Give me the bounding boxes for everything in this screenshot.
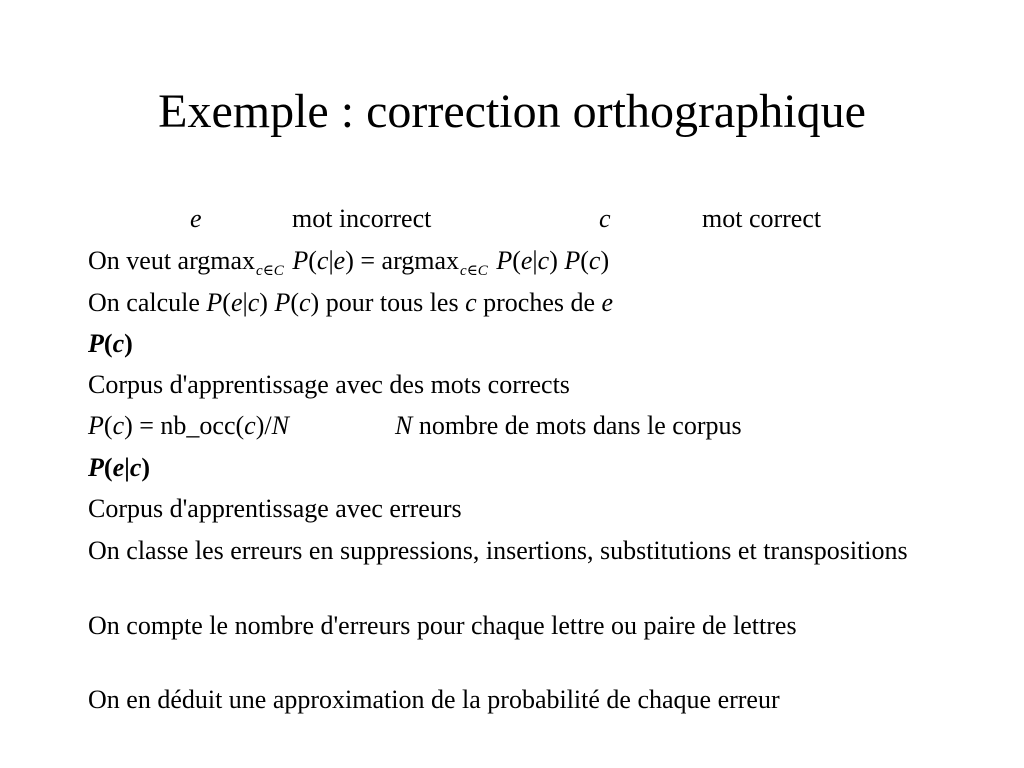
paren: ): [600, 246, 610, 275]
paren: ): [259, 288, 275, 317]
heading-pc: [88, 327, 133, 360]
formula-note-text: nombre de mots dans le corpus: [412, 411, 742, 440]
var: c: [129, 453, 142, 482]
bar: |: [532, 246, 538, 275]
paren: (: [580, 246, 589, 275]
argmax-equals: ) = argmax: [345, 246, 460, 275]
paren: ): [124, 329, 133, 358]
var: c: [247, 288, 260, 317]
slide-title: Exemple : correction orthographique: [158, 85, 866, 138]
var: c: [299, 288, 311, 317]
var: e: [520, 246, 533, 275]
calcule-text: proches de: [476, 288, 602, 317]
line-calcule: [88, 286, 613, 319]
argmax-subscript-2: c∈C: [460, 263, 488, 279]
paren: (: [103, 453, 113, 482]
prob-symbol: P: [564, 246, 581, 275]
var: c: [537, 246, 550, 275]
calcule-text: ) pour tous les: [310, 288, 466, 317]
legend-c-label: mot correct: [702, 204, 822, 233]
prob-symbol: P: [292, 246, 309, 275]
prob-symbol: P: [206, 288, 223, 317]
paren: (: [290, 288, 299, 317]
var: e: [230, 288, 243, 317]
legend-e-symbol: e: [190, 204, 202, 233]
calcule-prefix: On calcule: [88, 288, 207, 317]
line-formula: [88, 409, 289, 442]
prob-symbol: P: [496, 246, 513, 275]
legend-e-label: mot incorrect: [292, 204, 432, 233]
paren: ): [141, 453, 151, 482]
paren: (: [308, 246, 317, 275]
var: c: [112, 411, 125, 440]
argmax-prefix: On veut argmax: [88, 246, 256, 275]
line-corpus-correct: Corpus d'apprentissage avec des mots corrects: [88, 370, 570, 399]
var: c: [316, 246, 329, 275]
var: e: [112, 453, 125, 482]
line-argmax: [88, 244, 609, 282]
paren: ): [549, 246, 565, 275]
line-deduit: On en déduit une approximation de la probabilité de chaque erreur: [88, 685, 780, 714]
prob-symbol: P: [274, 288, 291, 317]
paren: (: [103, 329, 113, 358]
line-compte: On compte le nombre d'erreurs pour chaque lettre ou paire de lettres: [88, 611, 797, 640]
bar: |: [242, 288, 248, 317]
paren: (: [103, 411, 113, 440]
bar: |: [328, 246, 334, 275]
prob-symbol: P: [88, 453, 104, 482]
paren: (: [512, 246, 521, 275]
formula-text: )/: [255, 411, 272, 440]
var: N: [271, 411, 289, 440]
heading-pec: [88, 451, 150, 484]
var: c: [244, 411, 256, 440]
formula-text: ) = nb_occ(: [124, 411, 245, 440]
line-classe: On classe les erreurs en suppressions, insertions, substitutions et transpositions: [88, 536, 908, 565]
prob-symbol: P: [88, 329, 104, 358]
bar: |: [124, 453, 130, 482]
line-formula-note: [395, 409, 742, 442]
var: N: [395, 411, 413, 440]
legend-c-symbol: c: [599, 204, 611, 233]
line-corpus-errors: Corpus d'apprentissage avec erreurs: [88, 494, 462, 523]
prob-symbol: P: [88, 411, 104, 440]
paren: (: [222, 288, 231, 317]
argmax-subscript-1: c∈C: [256, 263, 284, 279]
var: e: [601, 288, 614, 317]
var: c: [465, 288, 477, 317]
var: e: [333, 246, 346, 275]
var: c: [588, 246, 601, 275]
var: c: [112, 329, 125, 358]
